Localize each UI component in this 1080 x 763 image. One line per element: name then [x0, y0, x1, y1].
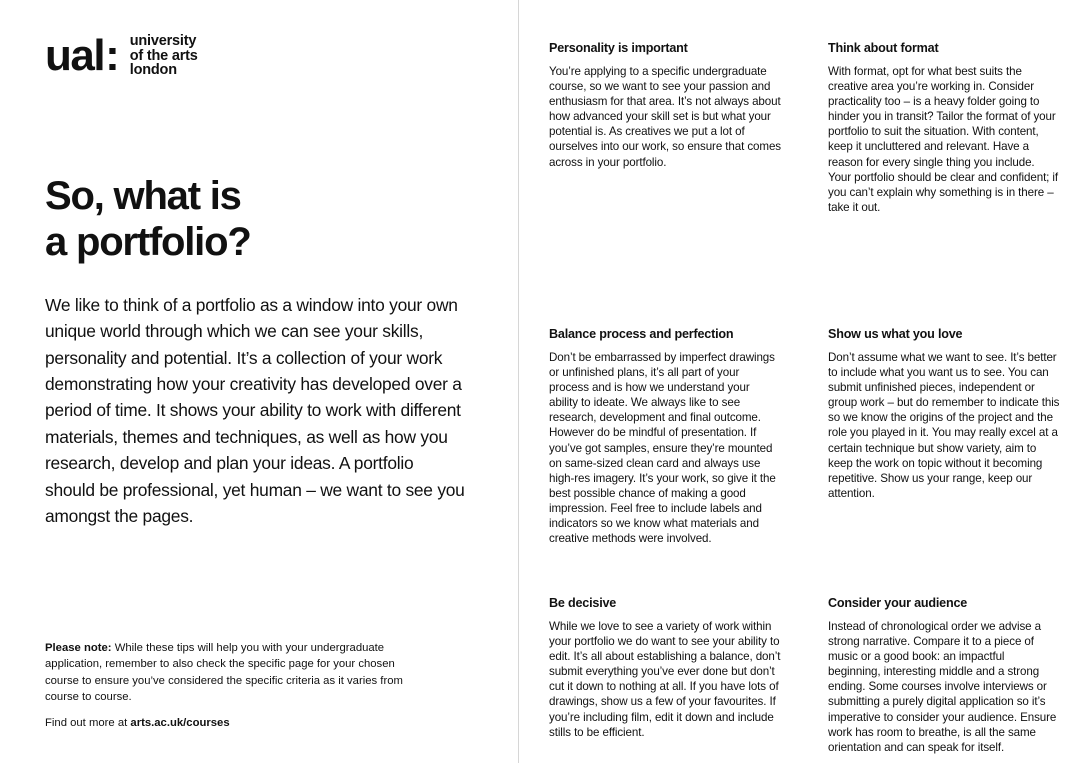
page-title-line2: a portfolio?: [45, 220, 251, 264]
tips-row: [549, 595, 1060, 755]
tip-title: Balance process and perfection: [549, 327, 734, 341]
logo-subtext-line3: london: [129, 62, 177, 79]
tip-title: Be decisive: [549, 596, 617, 610]
please-note-text: [45, 640, 410, 706]
find-out-more: [45, 715, 410, 731]
logo-subtext: [130, 34, 198, 78]
tip-card: [828, 40, 1060, 215]
please-note-body: While these tips will help you with your undergraduate application, remember to also check the specific page for your chosen course to ensure you’ve considered the specific criteria as it varies from course to course.: [45, 642, 403, 704]
find-out-more-prefix: Find out more at: [45, 716, 131, 729]
tip-body: You’re applying to a specific undergraduate course, so we want to see your passion and enthusiasm for that area. It’s not always about how advanced your skill set is but what your potential is. As creatives we put a lot of ourselves into our work, so ensure that comes across in your portfolio.: [549, 65, 781, 169]
tip-body: Don’t assume what we want to see. It’s better to include what you want us to see. You can submit unfinished pieces, independent or group work – but do remember to indicate this so we know the origins of the project and the role you played in it. You may really excel at a certain technique but show variety, aim to keep the work on topic without it becoming repetitive. Show us your range, keep our attention.: [828, 351, 1060, 500]
tip-card: [549, 595, 781, 755]
tip-card: [828, 595, 1060, 755]
logo-subtext-line2: of the arts: [129, 47, 198, 64]
ual-logo: [45, 31, 465, 80]
logo-subtext-line1: university: [129, 33, 197, 50]
please-note-label: Please note:: [45, 642, 112, 654]
page-title-line1: So, what is: [45, 174, 241, 218]
page-title: [45, 173, 465, 265]
tip-card: [549, 40, 781, 215]
logo-wordmark: ual: [45, 31, 105, 80]
intro-paragraph: [45, 292, 465, 530]
tip-title: Show us what you love: [828, 327, 963, 341]
tips-row: [549, 40, 1060, 215]
logo-colon-icon: :: [105, 31, 120, 80]
tip-body: With format, opt for what best suits the creative area you’re working in. Consider practicality too – is a heavy folder going to hinder you in transit? Tailor the format of your portfolio to suit the situation. With content, keep it uncluttered and relevant. Have a reason for every single thing you include. Your portfolio should be clear and confident; if you can’t explain why something is in there – take it out.: [828, 65, 1059, 214]
tip-title: Think about format: [828, 41, 939, 55]
tips-row: [549, 326, 1060, 546]
tip-card: [828, 326, 1060, 546]
intro-text: We like to think of a portfolio as a window into your own unique world through which we can see your skills, personality and potential. It’s a collection of your work demonstrating how your creativity has developed over a period of time. It shows your ability to work with different materials, themes and techniques, as well as how you research, develop and plan your ideas. A portfolio should be professional, yet human – we want to see you amongst the pages.: [45, 294, 465, 527]
please-note-block: [45, 640, 410, 731]
tip-card: [549, 326, 781, 546]
tip-title: Consider your audience: [828, 596, 968, 610]
vertical-divider: [518, 0, 519, 763]
find-out-more-link[interactable]: arts.ac.uk/courses: [130, 716, 230, 729]
left-column: [45, 31, 465, 529]
tip-title: Personality is important: [549, 41, 688, 55]
tip-body: Instead of chronological order we advise a strong narrative. Compare it to a piece of music or a good book: an impactful beginning, interesting middle and a strong ending. Some courses involve interviews or submitting a purely digital application so it’s imperative to consider your audience. Ensure work has room to breathe, is all the same orientation and can speak for itself.: [828, 620, 1057, 754]
tip-body: While we love to see a variety of work within your portfolio we do want to see your ability to edit. It’s all about establishing a balance, don’t submit everything you’ve ever done but don’t cut it down to nothing at all. If you have lots of drawings, show us a few of your favourites. If you’re including film, edit it down and include stills to be efficient.: [549, 620, 781, 739]
tip-body: Don’t be embarrassed by imperfect drawings or unfinished plans, it’s all part of your process and is how we understand your ability to ideate. We always like to see research, development and final outcome. However do be mindful of presentation. If you’ve got samples, ensure they’re mounted on same-sized clean card and always use high-res imagery. It’s your work, so give it the best possible chance of making a good impression. Feel free to include labels and indicators so we know what materials and creative methods were involved.: [549, 351, 776, 546]
